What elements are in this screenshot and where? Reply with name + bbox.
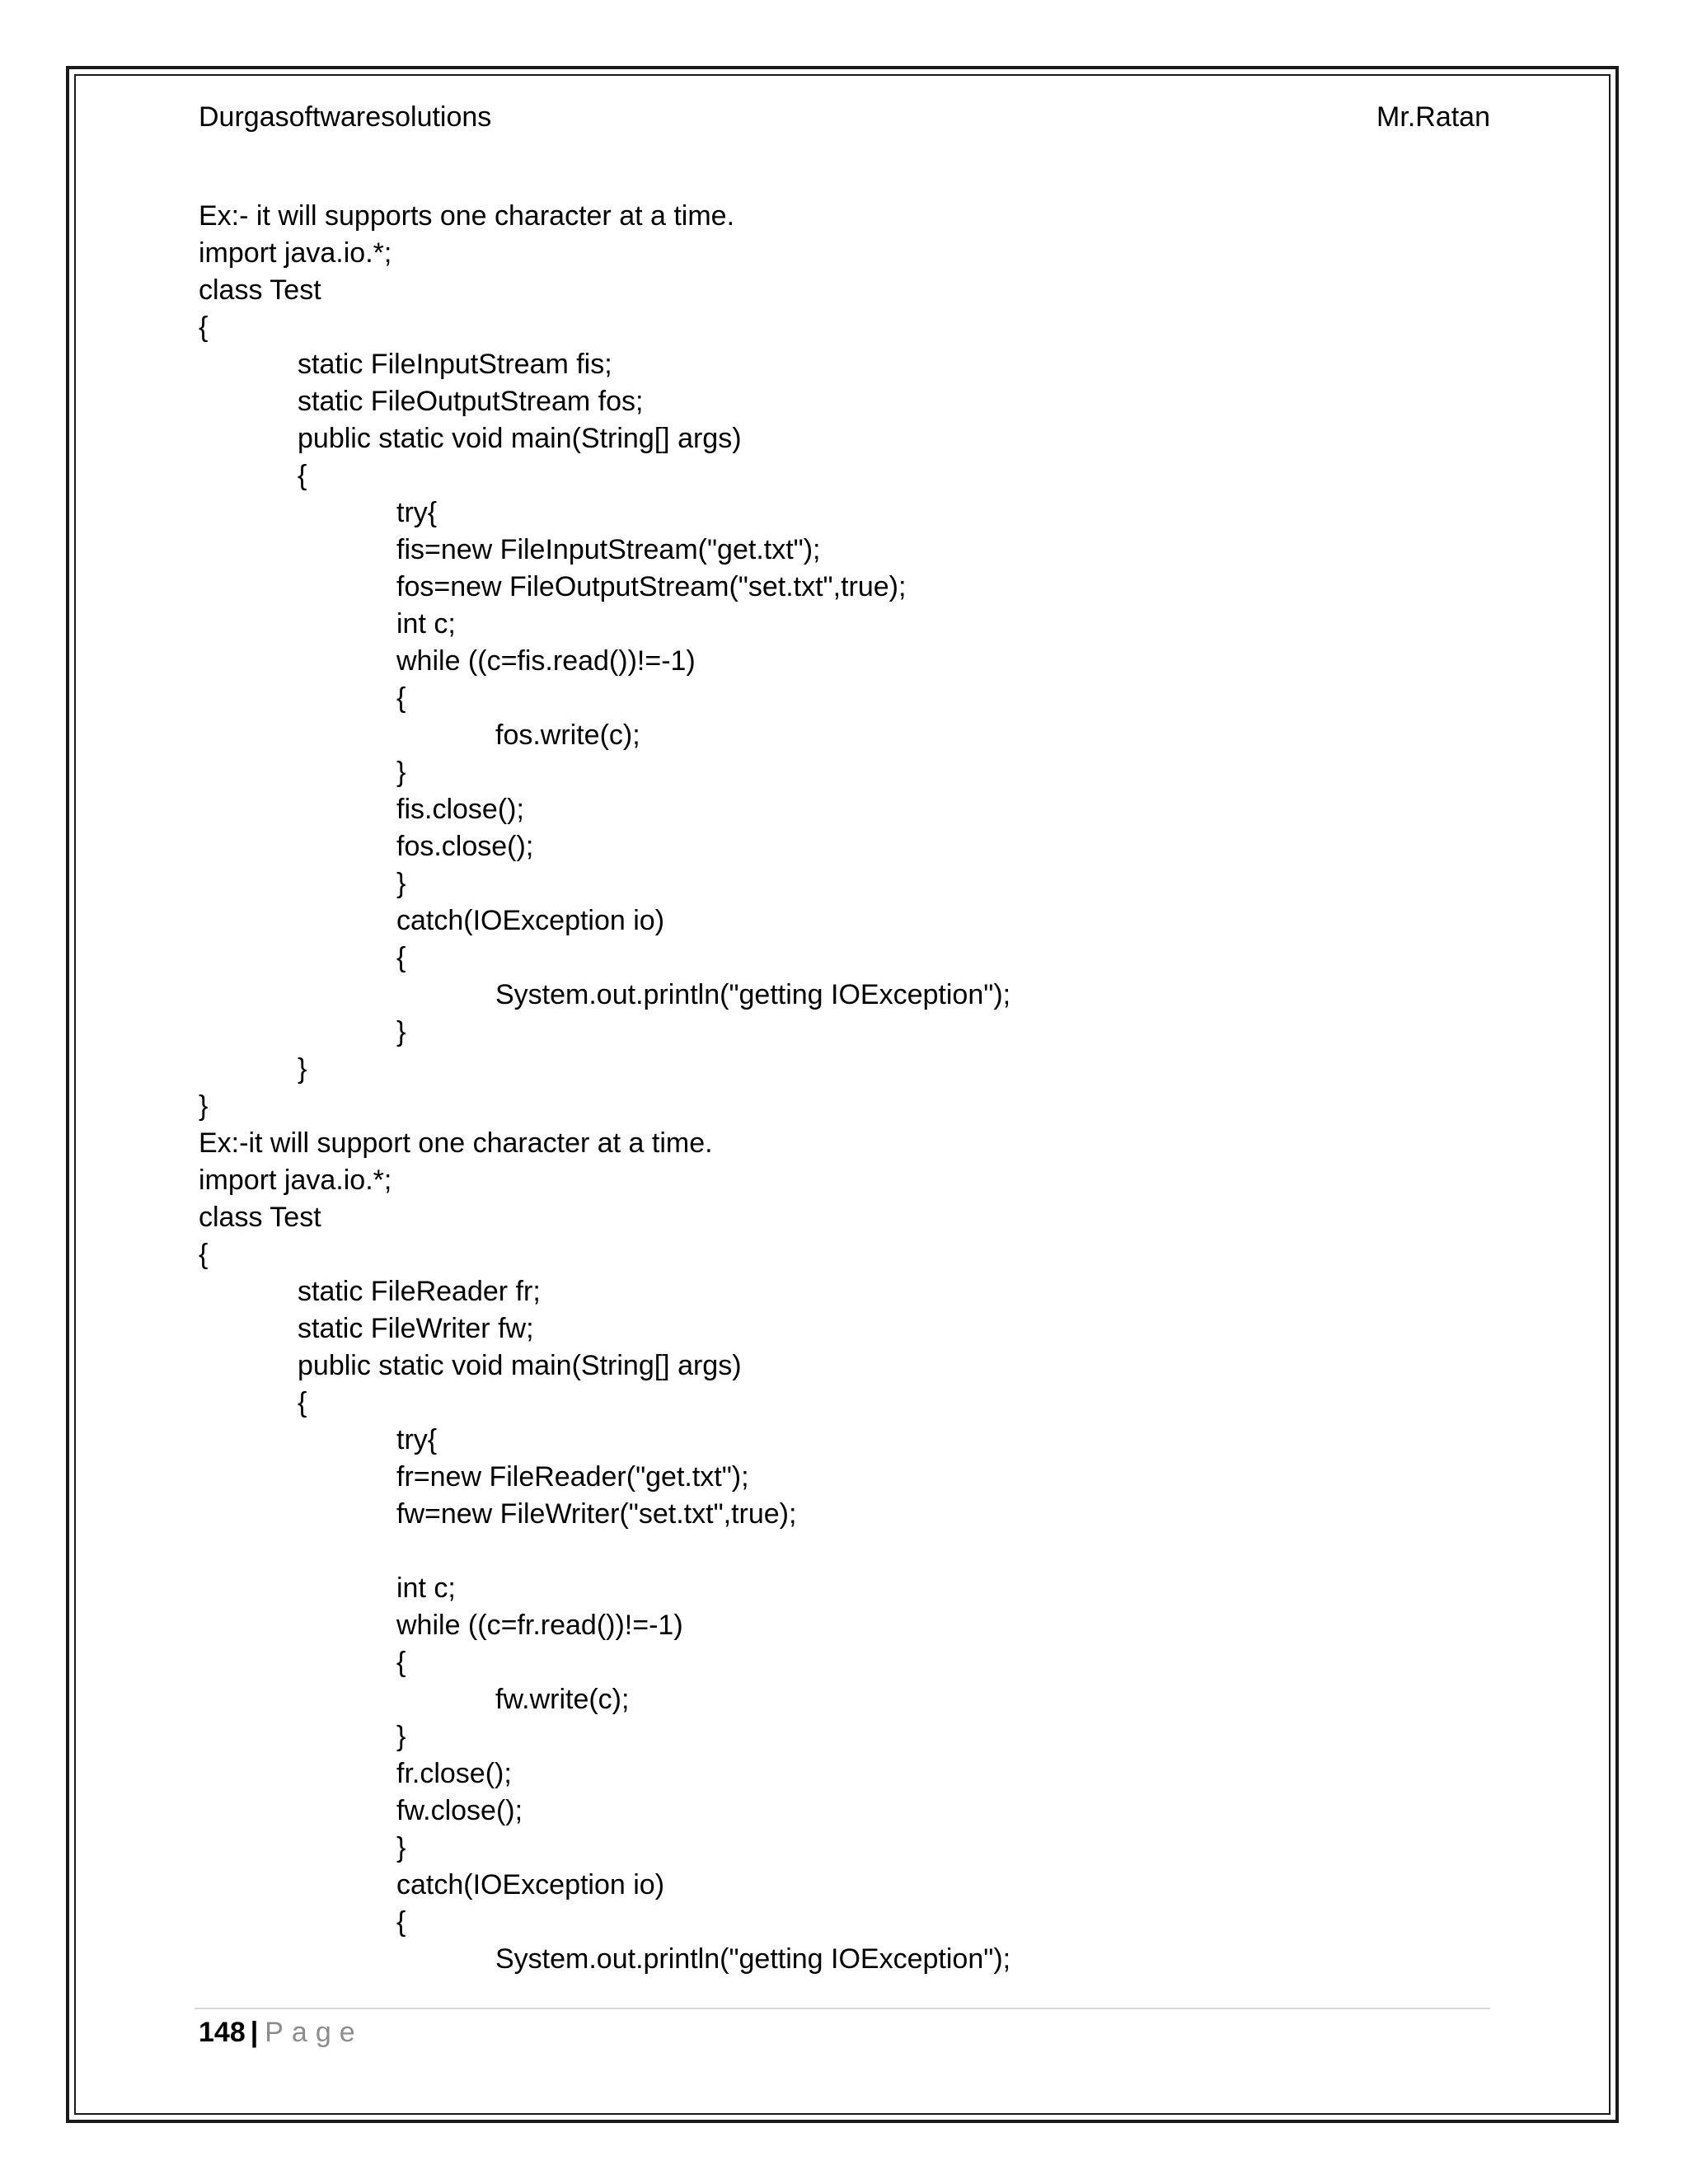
code-line: catch(IOException io) — [396, 905, 665, 936]
page-number: 148 — [199, 2017, 246, 2048]
page-separator: | — [250, 2017, 259, 2048]
code-line: { — [396, 682, 406, 714]
code-line: try{ — [396, 1424, 438, 1455]
header-author: Mr.Ratan — [1376, 101, 1490, 133]
code-line: static FileInputStream fis; — [298, 349, 612, 380]
code-line: fw.write(c); — [495, 1684, 630, 1715]
code-line: fw.close(); — [396, 1795, 523, 1826]
code-line: catch(IOException io) — [396, 1869, 665, 1900]
code-line: { — [298, 460, 307, 491]
code-line: fos.close(); — [396, 831, 534, 862]
code-line: import java.io.*; — [199, 1165, 392, 1196]
code-line: fis=new FileInputStream("get.txt"); — [396, 534, 821, 565]
code-line: int c; — [396, 1572, 456, 1604]
code-line: { — [396, 1647, 406, 1678]
code-listing — [199, 198, 1484, 1978]
code-line: { — [396, 1906, 406, 1938]
code-line: { — [396, 942, 406, 973]
page-label: Page — [265, 2017, 363, 2048]
code-line: { — [298, 1387, 307, 1418]
code-line: fis.close(); — [396, 794, 524, 825]
code-line: import java.io.*; — [199, 237, 392, 269]
footer-divider — [195, 2008, 1490, 2009]
code-line: } — [199, 1090, 209, 1122]
page-footer — [199, 2014, 363, 2050]
code-line: } — [298, 1053, 307, 1085]
code-line: fw=new FileWriter("set.txt",true); — [396, 1498, 797, 1530]
code-line: } — [396, 1832, 406, 1863]
code-line: try{ — [396, 497, 438, 528]
code-line: static FileOutputStream fos; — [298, 386, 644, 417]
code-line: } — [396, 757, 406, 788]
code-line: Ex:-it will support one character at a time. — [199, 1127, 713, 1159]
code-line: fr=new FileReader("get.txt"); — [396, 1461, 749, 1493]
code-line: public static void main(String[] args) — [298, 1350, 742, 1381]
code-line: int c; — [396, 608, 456, 640]
code-line: static FileReader fr; — [298, 1276, 541, 1307]
header-company: Durgasoftwaresolutions — [199, 101, 492, 133]
code-line: while ((c=fis.read())!=-1) — [396, 645, 696, 677]
code-line: public static void main(String[] args) — [298, 423, 742, 454]
code-line: System.out.println("getting IOException"); — [495, 979, 1011, 1010]
code-line: System.out.println("getting IOException"); — [495, 1943, 1011, 1975]
code-line: } — [396, 868, 406, 899]
code-line: Ex:- it will supports one character at a time. — [199, 200, 735, 232]
code-line: class Test — [199, 274, 321, 306]
code-line: static FileWriter fw; — [298, 1313, 534, 1344]
code-line: fos.write(c); — [495, 719, 640, 751]
code-line: fr.close(); — [396, 1758, 512, 1789]
code-line: { — [199, 312, 209, 343]
code-line: } — [396, 1016, 406, 1047]
code-line: } — [396, 1721, 406, 1752]
code-line — [199, 1533, 1484, 1570]
code-line: class Test — [199, 1202, 321, 1233]
code-line: fos=new FileOutputStream("set.txt",true); — [396, 571, 907, 602]
code-line: while ((c=fr.read())!=-1) — [396, 1610, 683, 1641]
code-line: { — [199, 1239, 209, 1270]
